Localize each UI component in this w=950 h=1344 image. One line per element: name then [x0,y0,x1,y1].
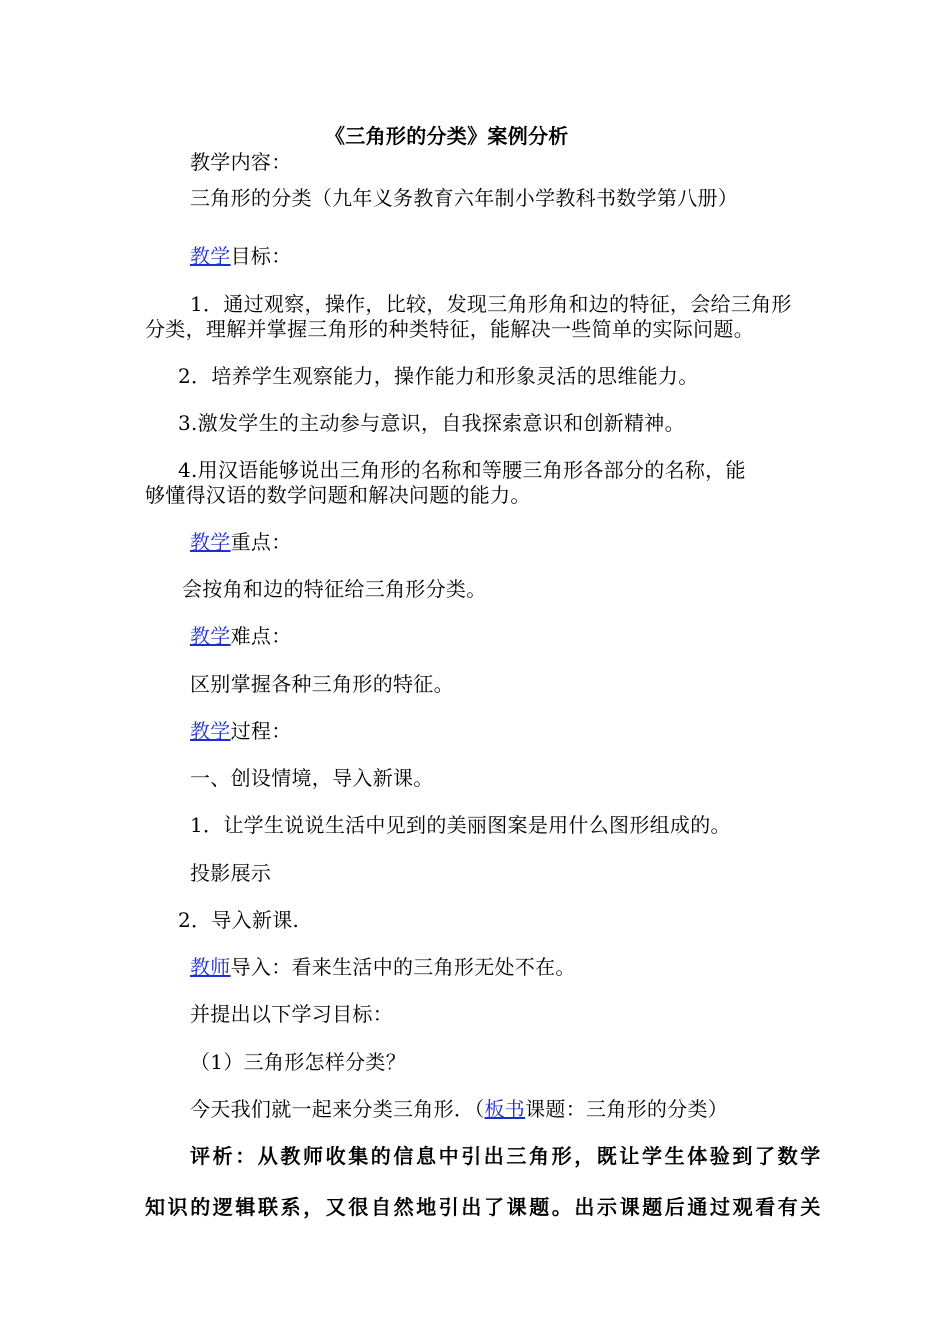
goals-heading-rest: 目标： [230,244,292,268]
today-text-pre: 今天我们就一起来分类三角形．（ [190,1097,485,1121]
difficulty-heading-rest: 难点： [230,624,292,648]
today-text [190,1097,728,1121]
question-1: （1）三角形怎样分类？ [190,1050,407,1074]
goal-2: 2．培养学生观察能力，操作能力和形象灵活的思维能力。 [178,364,699,388]
difficulty-link[interactable]: 教学 [190,624,231,648]
step-2: 2．导入新课. [178,908,300,932]
section-1-heading: 一、创设情境，导入新课。 [190,766,434,790]
goals-heading [190,244,292,268]
document-title: 《三角形的分类》案例分析 [325,124,569,148]
goal-4-line-1: 4.用汉语能够说出三角形的名称和等腰三角形各部分的名称，能 [178,458,746,482]
goal-3: 3.激发学生的主动参与意识，自我探索意识和创新精神。 [178,411,685,435]
key-points-link[interactable]: 教学 [190,530,231,554]
step-1: 1．让学生说说生活中见到的美丽图案是用什么图形组成的。 [190,813,731,837]
content-heading: 教学内容： [190,150,292,174]
content-text: 三角形的分类（九年义务教育六年制小学教科书数学第八册） [190,186,739,210]
projection-text: 投影展示 [190,861,272,885]
goal-1-line-2: 分类，理解并掌握三角形的种类特征，能解决一些简单的实际问题。 [145,317,754,341]
key-points-heading [190,530,292,554]
review-line-2: 知识的逻辑联系，又很自然地引出了课题。出示课题后通过观看有关 [145,1195,823,1219]
raise-goals: 并提出以下学习目标： [190,1002,393,1026]
process-link[interactable]: 教学 [190,719,231,743]
today-text-post: 课题：三角形的分类） [525,1097,729,1121]
goal-1-line-1: 1．通过观察，操作，比较，发现三角形角和边的特征，会给三角形 [190,292,792,316]
process-heading-rest: 过程： [230,719,292,743]
teacher-intro [190,955,576,979]
key-points-text: 会按角和边的特征给三角形分类。 [182,577,487,601]
blackboard-link[interactable]: 板书 [484,1097,526,1121]
teacher-link[interactable]: 教师 [190,955,231,979]
goals-link[interactable]: 教学 [190,244,231,268]
key-points-heading-rest: 重点： [230,530,292,554]
process-heading [190,719,292,743]
teacher-intro-rest: 导入：看来生活中的三角形无处不在。 [230,955,576,979]
review-line-1: 评析：从教师收集的信息中引出三角形，既让学生体验到了数学 [190,1144,823,1168]
difficulty-text: 区别掌握各种三角形的特征。 [190,672,454,696]
goal-4-line-2: 够懂得汉语的数学问题和解决问题的能力。 [145,483,531,507]
difficulty-heading [190,624,292,648]
